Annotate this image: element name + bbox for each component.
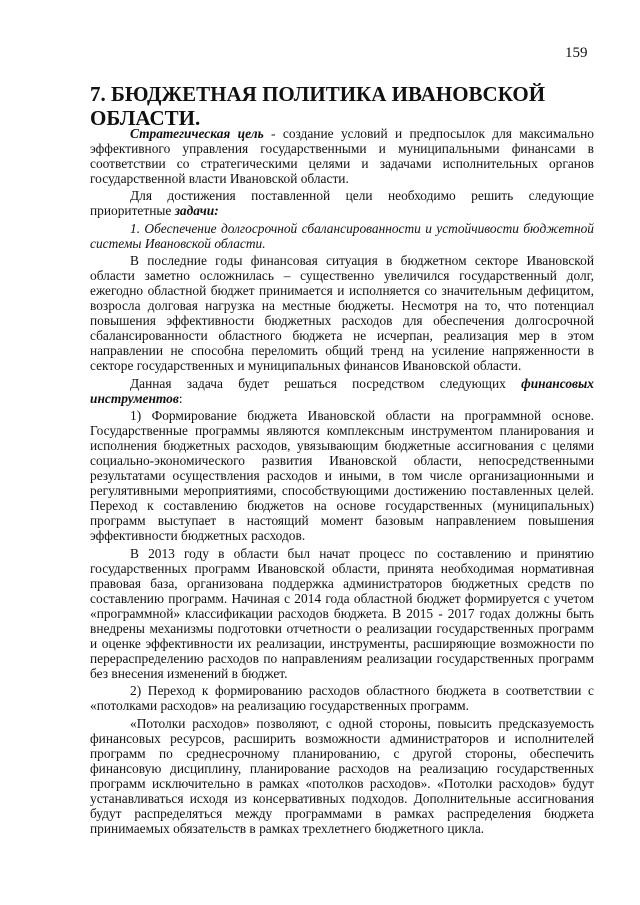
page-number: 159 — [565, 45, 588, 61]
document-body — [90, 126, 594, 838]
paragraph-2013: В 2013 году в области был начат процесс по составлению и принятию государственных программ Ивановской области, принята необходимая нормативная правовая база, организована поддержка администраторов бюджетных средств по составлению программ. Начиная с 2014 года областной бюджет формируется с учетом «программной» классификации расходов бюджета. В 2015 - 2017 годах должны быть внедрены механизмы подготовки отчетности о реализации государственных программ и оценке эффективности их реализации, инструменты, расширяющие возможности по перераспределению расходов по направлениям реализации государственных программ без внесения изменений в бюджет. — [90, 545, 594, 682]
paragraph-financial-situation: В последние годы финансовая ситуация в бюджетном секторе Ивановской области заметно осложнилась – существенно увеличился государственный долг, ежегодно областной бюджет принимается и исполняется со значительным дефицитом, возросла долговая нагрузка на местные бюджеты. Несмотря на то, что потенциал повышения эффективности бюджетных расходов для обеспечения долгосрочной сбалансированности областного бюджета не исчерпан, реализация мер в этом направлении не способна переломить общий тренд на усиление напряженности в секторе государственных и муниципальных финансов Ивановской области. — [90, 252, 594, 374]
paragraph-instruments-intro — [90, 376, 594, 406]
tasks-intro-text: Для достижения поставленной цели необходимо решить следующие приоритетные — [90, 188, 594, 219]
paragraph-tasks-intro — [90, 188, 594, 218]
strategic-goal-label: Стратегическая цель — [130, 126, 264, 141]
paragraph-task-1: 1. Обеспечение долгосрочной сбалансированности и устойчивости бюджетной системы Ивановской области. — [90, 220, 594, 251]
paragraph-spending-ceilings: 2) Переход к формированию расходов областного бюджета в соответствии с «потолками расходов» на реализацию государственных программ. — [90, 683, 594, 714]
instruments-intro-text: Данная задача будет решаться посредством следующих — [130, 375, 522, 391]
tasks-label: задачи: — [174, 203, 219, 219]
instruments-tail: : — [178, 390, 183, 406]
paragraph-strategic-goal — [90, 126, 594, 186]
paragraph-ceilings-detail: «Потолки расходов» позволяют, с одной стороны, повысить предсказуемость финансовых ресурсов, расширить возможности администраторов и исполнителей программ по среднесрочному планированию, с другой стороны, обеспечить финансовую дисциплину, планирование расходов на реализацию государственных программ исключительно в рамках «потолков расходов». «Потолки расходов» будут устанавливаться исходя из консервативных подходов. Дополнительные ассигнования будут распределяться между программами в рамках распределения бюджета принимаемых обязательств в рамках трехлетнего бюджетного цикла. — [90, 715, 594, 837]
paragraph-program-budget: 1) Формирование бюджета Ивановской области на программной основе. Государственные программы являются комплексным инструментом планирования и исполнения бюджетных расходов, увязывающим бюджетные ассигнования с целями социально-экономического развития Ивановской области, непосредственными результатами осуществления расходов и иными, в том числе организационными и регулятивными мероприятиями, способствующими достижению поставленных целей. Переход к составлению бюджетов на основе государственных (муниципальных) программ выступает в настоящий момент базовым направлением повышения эффективности бюджетных расходов. — [90, 407, 594, 544]
strategic-goal-text: - создание условий и предпосылок для максимально эффективного управления государственными и муниципальными финансами в соответствии со стратегическими целями и задачами исполнительных органов государственной власти Ивановской области. — [90, 126, 595, 187]
section-heading: 7. БЮДЖЕТНАЯ ПОЛИТИКА ИВАНОВСКОЙ ОБЛАСТИ. — [90, 82, 546, 130]
instruments-label: финансовых инструментов — [90, 375, 594, 406]
